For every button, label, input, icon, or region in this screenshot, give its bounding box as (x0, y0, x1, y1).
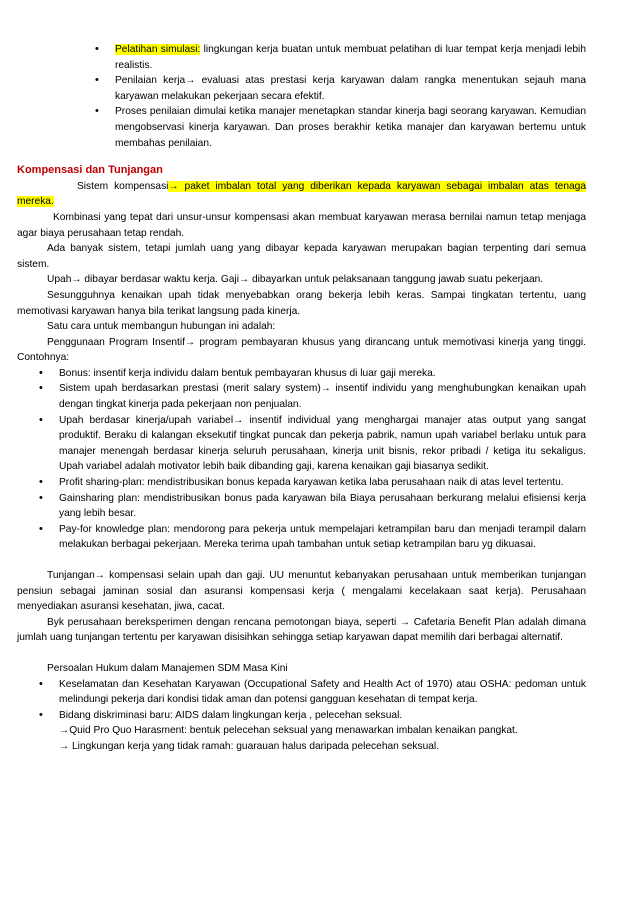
paragraph: Kombinasi yang tepat dari unsur-unsur kompensasi akan membuat karyawan merasa bernilai namun tetap menjaga agar biaya perusahaan tetap rendah. (17, 211, 586, 239)
list-item: • Penilaian kerja→ evaluasi atas prestasi kerja karyawan dalam rangka menentukan sejauh mana karyawan melakukan pekerjaan secara efektif. (79, 73, 586, 104)
incentive-list (17, 366, 586, 553)
arrow-icon: → (168, 180, 179, 192)
arrow-icon: → (184, 336, 196, 348)
paragraph: Persoalan Hukum dalam Manajemen SDM Masa Kini (47, 662, 288, 674)
highlighted-term: Pelatihan simulasi: (115, 44, 201, 55)
paragraph: Satu cara untuk membangun hubungan ini adalah: (47, 321, 276, 333)
arrow-icon: → (238, 274, 250, 286)
paragraph: Ada banyak sistem, tetapi jumlah uang yang dibayar kepada karyawan merupakan bagian terpenting dari semua sistem. (17, 243, 586, 270)
legal-list (17, 677, 586, 755)
list-item: • Upah berdasar kinerja/upah variabel→ insentif individual yang menghargai manajer atas output yang sangat produktif. Beraku di kalangan eksekutif tingkat puncak dan pekerja pabrik, namun upah variabel berlaku untuk para manajer menengah berdasar kinerja seluruh perusahaan, kinerja unit bisnis, rekor pribadi / ketiga itu sekaligus. Upah variabel adalah motivator lebih baik dibanding gaji, karena kenaikan gaji biasanya sedikit. (17, 413, 586, 475)
paragraph: Sesungguhnya kenaikan upah tidak menyebabkan orang bekerja lebih keras. Sampai tingkatan tertentu, uang memotivasi karyawan hanya bila terikat langsung pada kinerja. (17, 289, 586, 317)
paragraph: Penggunaan Program Insentif→ program pembayaran khusus yang dirancang untuk memotivasi kinerja yang tinggi. Contohnya: (17, 336, 586, 364)
sub-item: →Quid Pro Quo Harasment: bentuk pelecehan seksual yang menawarkan imbalan kenaikan pangkat. (59, 725, 518, 737)
arrow-icon: → (59, 740, 70, 752)
arrow-icon: → (71, 274, 82, 286)
section-title: Kompensasi dan Tunjangan (17, 164, 163, 177)
list-item: • Sistem upah berdasarkan prestasi (merit salary system)→ insentif individu yang menghubungkan kenaikan upah dengan tingkat kinerja pada pekerjaan non penjualan. (17, 381, 586, 412)
paragraph: Byk perusahaan bereksperimen dengan rencana pemotongan biaya, seperti → Cafetaria Benefit Plan adalah dimana jumlah uang tunjangan tertentu per karyawan disisihkan sehingga setiap karyawan dapat memilih dari berbagai alternatif. (17, 616, 586, 644)
arrow-icon: → (399, 616, 411, 628)
list-item: • Bonus: insentif kerja individu dalam bentuk pembayaran khusus di luar gaji mereka. (17, 366, 586, 382)
list-item: • Keselamatan dan Kesehatan Karyawan (Occupational Safety and Health Act of 1970) atau OSHA: pedoman untuk melindungi pekerja dari kondisi tidak aman dan potensi gangguan kesehatan di tempat kerja. (17, 677, 586, 708)
arrow-icon: → (320, 383, 331, 395)
list-item: • Proses penilaian dimulai ketika manajer menetapkan standar kinerja bagi seorang karyawan. Kemudian mengobservasi kinerja karyawan. Dan proses berakhir ketika manajer dan karyawan bertemu untuk membahas penilaian. (79, 104, 586, 151)
arrow-icon: → (185, 75, 196, 87)
sub-item: → Lingkungan kerja yang tidak ramah: guarauan halus daripada pelecehan seksual. (59, 740, 440, 752)
arrow-icon: → (94, 570, 105, 581)
arrow-icon: → (233, 414, 244, 426)
training-list (79, 42, 586, 151)
list-item: • Gainsharing plan: mendistribusikan bonus pada karyawan bila Biaya perusahaan berkurang melalui efisiensi kerja yang lebih besar. (17, 491, 586, 522)
arrow-icon: → (59, 725, 70, 737)
list-item: • Profit sharing-plan: mendistribusikan bonus kepada karyawan ketika laba perusahaan naik di atas level tertentu. (17, 475, 586, 491)
list-item: • Bidang diskriminasi baru: AIDS dalam lingkungan kerja , pelecehan seksual. →Quid Pro Quo Harasment: bentuk pelecehan seksual yang menawarkan imbalan kenaikan pangkat. → Lingkungan kerja yang tidak ramah: guarauan halus daripada pelecehan seksual. (17, 708, 586, 755)
paragraph: Tunjangan→ kompensasi selain upah dan gaji. UU menuntut kebanyakan perusahaan untuk memberikan tunjangan pensiun sebagai jaminan sosial dan asuransi kompensasi kerja ( mengalami kecelakaan saat kerja). Perusahaan menyediakan asuransi kesehatan, jiwa, cacat. (17, 570, 586, 613)
paragraph: Upah→ dibayar berdasar waktu kerja. Gaji→ dibayarkan untuk pelaksanaan tanggung jawab suatu pekerjaan. (47, 274, 544, 286)
list-item: • Pay-for knowledge plan: mendorong para pekerja untuk mempelajari ketrampilan baru dan menjadi terampil dalam melakukan berbagai pekerjaan. Mereka terima upah tambahan untuk setiap ketrampilan baru yg dikuasai. (17, 522, 586, 553)
paragraph: Sistem kompensasi→ paket imbalan total yang diberikan kepada karyawan sebagai imbalan atas tenaga mereka. (17, 180, 586, 208)
list-item: • Pelatihan simulasi: lingkungan kerja buatan untuk membuat pelatihan di luar tempat kerja menjadi lebih realistis. (79, 42, 586, 73)
